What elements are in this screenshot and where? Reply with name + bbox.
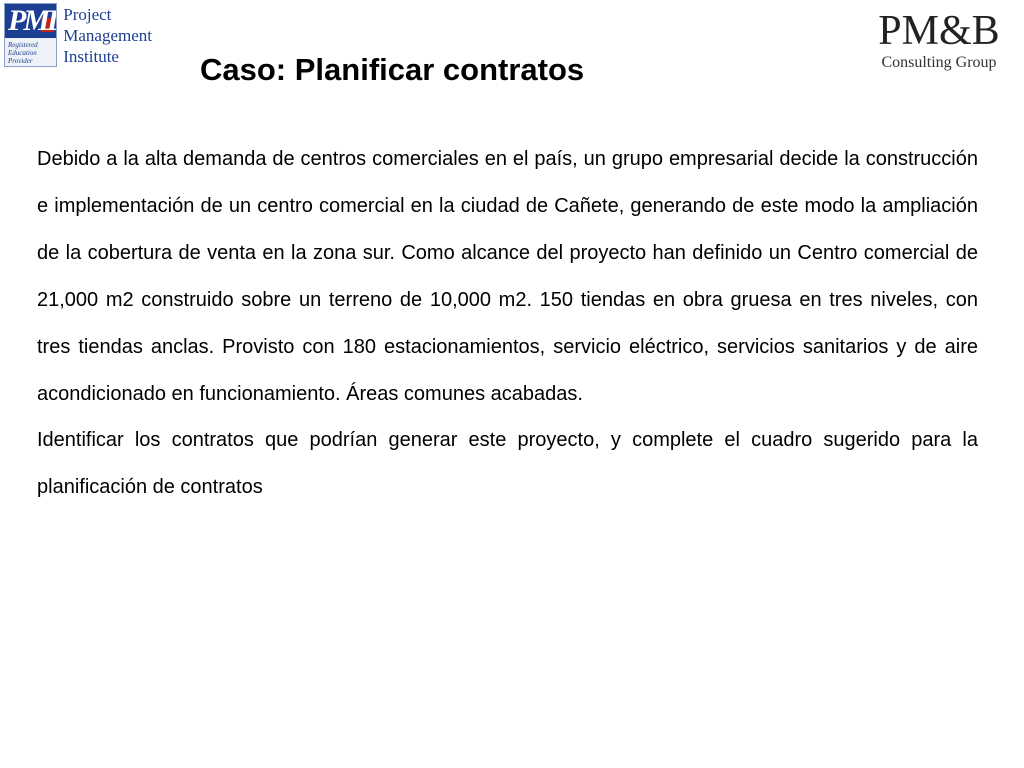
pmb-logo — [864, 10, 1014, 72]
pmi-name — [63, 2, 152, 67]
case-description-paragraph: Debido a la alta demanda de centros comerciales en el país, un grupo empresarial decide la construcción e implementación de un centro comercial en la ciudad de Cañete, generando de este modo la ampliación de la cobertura de venta en la zona sur. Como alcance del proyecto han definido un Centro comercial de 21,000 m2 construido sobre un terreno de 10,000 m2. 150 tiendas en obra gruesa en tres niveles, con tres tiendas anclas. Provisto con 180 estacionamientos, servicio eléctrico, servicios sanitarios y de aire acondicionado en funcionamiento. Áreas comunes acabadas. — [37, 148, 978, 405]
slide-body — [37, 136, 978, 511]
pmi-name-line-1: Project — [63, 5, 112, 24]
pmi-name-line-3: Institute — [63, 47, 119, 66]
pmi-mark-icon — [4, 3, 57, 67]
pmb-logo-subtitle: Consulting Group — [881, 54, 997, 71]
pmi-logo — [4, 2, 152, 68]
pmi-registered-provider: Registered Education Provider — [5, 38, 56, 67]
case-instruction-paragraph: Identificar los contratos que podrían generar este proyecto, y complete el cuadro sugerido para la planificación de contratos — [37, 429, 978, 499]
pmb-logo-name: PM&B — [878, 8, 1000, 54]
pmi-mark-text: PMI — [8, 4, 56, 37]
pmi-name-line-2: Management — [63, 26, 152, 45]
slide-title: Caso: Planificar contratos — [200, 52, 585, 87]
